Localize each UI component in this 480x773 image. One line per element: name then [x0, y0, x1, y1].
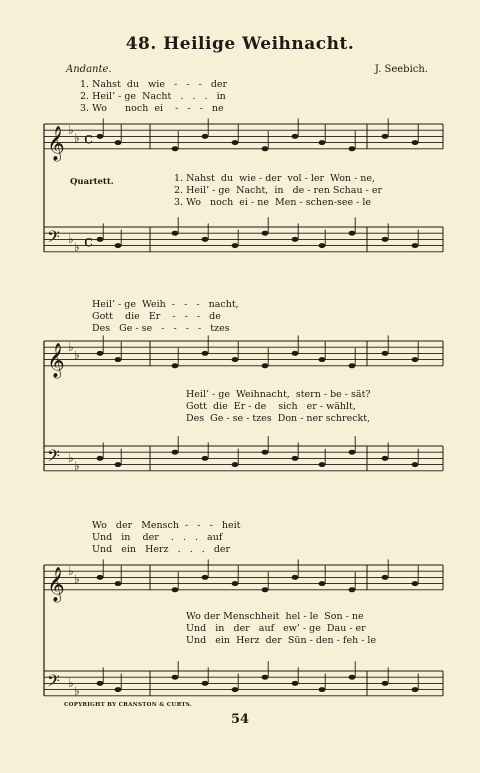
- flat-icon: ♭: [74, 684, 80, 699]
- notehead: [262, 231, 269, 236]
- notehead: [97, 456, 104, 461]
- flat-icon: ♭: [68, 339, 74, 354]
- notehead: [349, 363, 356, 368]
- notehead: [172, 450, 179, 455]
- flat-icon: ♭: [74, 459, 80, 474]
- system-2-upper-lyric-3: Des Ge ‑ se ‑ ‑ ‑ ‑ tzes: [92, 323, 230, 334]
- notehead: [319, 581, 326, 586]
- system-1-lower-lyric-1: 1. Nahst du wie ‑ der vol ‑ ler Won ‑ ne,: [174, 173, 376, 184]
- notehead: [292, 134, 299, 139]
- quartett-label: Quartett.: [70, 177, 114, 187]
- tempo-marking: Andante.: [66, 64, 112, 75]
- notehead: [412, 357, 419, 362]
- notehead: [349, 675, 356, 680]
- notehead: [172, 363, 179, 368]
- notehead: [412, 581, 419, 586]
- notehead: [232, 243, 239, 248]
- common-time-icon: c: [84, 231, 93, 251]
- notehead: [292, 351, 299, 356]
- bass-clef-icon: 𝄢: [47, 445, 60, 470]
- notehead: [115, 687, 122, 692]
- flat-icon: ♭: [68, 563, 74, 578]
- hymn-title: 48. Heilige Weihnacht.: [125, 34, 355, 54]
- flat-icon: ♭: [68, 122, 74, 137]
- system-3-upper-lyric-3: Und ein Herz . . . der: [92, 544, 231, 555]
- notehead: [292, 575, 299, 580]
- flat-icon: ♭: [74, 347, 80, 362]
- notehead: [262, 587, 269, 592]
- common-time-icon: c: [84, 128, 93, 148]
- treble-clef-icon: 𝄞: [47, 125, 65, 161]
- flat-icon: ♭: [74, 571, 80, 586]
- notehead: [319, 243, 326, 248]
- notehead: [262, 675, 269, 680]
- notehead: [382, 575, 389, 580]
- copyright-notice: COPYRIGHT BY CRANSTON & CURTS.: [64, 702, 193, 708]
- notehead: [97, 134, 104, 139]
- notehead: [292, 237, 299, 242]
- notehead: [232, 581, 239, 586]
- notehead: [202, 681, 209, 686]
- system-1-upper-lyric-3: 3. Wo noch ei ‑ ‑ ‑ ne: [80, 103, 224, 114]
- notehead: [172, 587, 179, 592]
- notehead: [115, 140, 122, 145]
- notehead: [412, 462, 419, 467]
- flat-icon: ♭: [68, 232, 74, 247]
- notehead: [349, 146, 356, 151]
- notehead: [172, 146, 179, 151]
- system-2-lower-lyric-2: Gott die Er ‑ de sich er ‑ wählt,: [186, 401, 356, 412]
- notehead: [202, 134, 209, 139]
- notehead: [382, 134, 389, 139]
- notehead: [292, 681, 299, 686]
- flat-icon: ♭: [74, 130, 80, 145]
- notehead: [262, 146, 269, 151]
- composer-credit: J. Seebich.: [374, 64, 428, 75]
- notehead: [349, 450, 356, 455]
- notehead: [292, 456, 299, 461]
- notehead: [232, 462, 239, 467]
- notehead: [97, 237, 104, 242]
- flat-icon: ♭: [68, 676, 74, 691]
- system-3-upper-lyric-1: Wo der Mensch ‑ ‑ ‑ heit: [92, 520, 241, 531]
- system-1-upper-lyric-1: 1. Nahst du wie ‑ ‑ ‑ der: [80, 79, 228, 90]
- notehead: [412, 140, 419, 145]
- system-2-lower-lyric-3: Des Ge ‑ se ‑ tzes Don ‑ ner schreckt,: [186, 413, 371, 424]
- bass-clef-icon: 𝄢: [47, 226, 60, 251]
- flat-icon: ♭: [68, 451, 74, 466]
- notehead: [172, 675, 179, 680]
- notehead: [202, 237, 209, 242]
- notehead: [262, 363, 269, 368]
- bass-clef-icon: 𝄢: [47, 670, 60, 695]
- notehead: [115, 462, 122, 467]
- system-3-lower-lyric-3: Und ein Herz der Sün ‑ den ‑ feh ‑ le: [186, 635, 377, 646]
- notehead: [202, 456, 209, 461]
- notehead: [349, 231, 356, 236]
- notehead: [232, 357, 239, 362]
- notehead: [232, 140, 239, 145]
- notehead: [319, 357, 326, 362]
- notehead: [202, 575, 209, 580]
- system-2-upper-lyric-2: Gott die Er ‑ ‑ ‑ de: [92, 311, 221, 322]
- notehead: [319, 462, 326, 467]
- notehead: [115, 581, 122, 586]
- notehead: [115, 243, 122, 248]
- notehead: [412, 243, 419, 248]
- treble-clef-icon: 𝄞: [47, 342, 65, 378]
- notehead: [202, 351, 209, 356]
- notehead: [262, 450, 269, 455]
- system-1-upper-lyric-2: 2. Heil’ ‑ ge Nacht . . . in: [80, 91, 226, 102]
- notehead: [382, 681, 389, 686]
- notehead: [412, 687, 419, 692]
- notehead: [382, 351, 389, 356]
- notehead: [232, 687, 239, 692]
- notehead: [349, 587, 356, 592]
- notehead: [97, 351, 104, 356]
- notehead: [97, 681, 104, 686]
- page-number: 54: [230, 712, 250, 727]
- notehead: [382, 237, 389, 242]
- system-3-lower-lyric-1: Wo der Menschheit hel ‑ le Son ‑ ne: [186, 611, 364, 622]
- system-2-lower-lyric-1: Heil’ ‑ ge Weihnacht, stern ‑ be ‑ sät?: [186, 389, 371, 400]
- system-3-lower-lyric-2: Und in der auf ew’ ‑ ge Dau ‑ er: [186, 623, 366, 634]
- system-3-upper-lyric-2: Und in der . . . auf: [92, 532, 223, 543]
- flat-icon: ♭: [74, 240, 80, 255]
- system-2-upper-lyric-1: Heil’ ‑ ge Weih ‑ ‑ ‑ nacht,: [92, 299, 239, 310]
- notehead: [115, 357, 122, 362]
- notehead: [382, 456, 389, 461]
- treble-clef-icon: 𝄞: [47, 566, 65, 602]
- system-1-lower-lyric-2: 2. Heil’ ‑ ge Nacht, in de ‑ ren Schau ‑ er: [174, 185, 382, 196]
- system-1-lower-lyric-3: 3. Wo noch ei ‑ ne Men ‑ schen‑see ‑ le: [174, 197, 371, 208]
- notehead: [319, 687, 326, 692]
- notehead: [319, 140, 326, 145]
- notehead: [172, 231, 179, 236]
- notehead: [97, 575, 104, 580]
